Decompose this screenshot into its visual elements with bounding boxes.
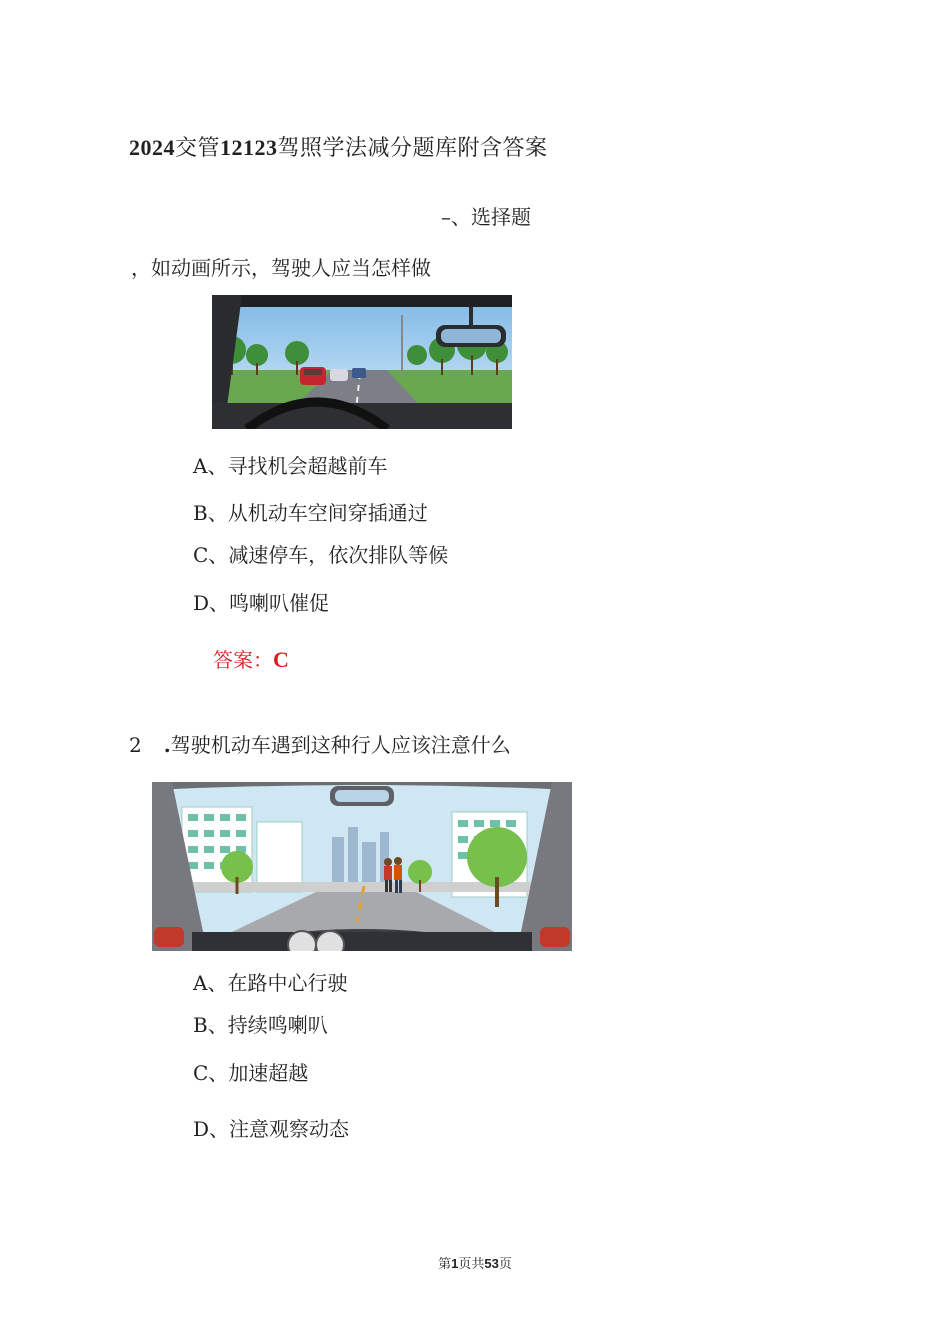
document-title [129,131,548,162]
q2-option-c-label: C、 [193,1061,229,1085]
q1-option-a [193,450,387,479]
footer-pre: 第 [438,1257,452,1272]
q1-option-c-label: C、 [193,543,229,567]
q2-option-d [193,1113,349,1142]
page-footer [0,1253,950,1272]
q2-option-a [193,967,347,996]
car-interior-city-pedestrians-image [152,782,572,951]
q2-option-d-text: 注意观察动态 [229,1117,350,1141]
title-rest: 驾照学法减分题库附含答案 [277,136,548,161]
q2-option-c [193,1057,308,1086]
question-1 [131,252,431,281]
q1-option-c [193,539,448,568]
q2-option-b [193,1009,328,1038]
q1-option-b [193,497,428,526]
title-year: 2024 [129,135,175,160]
title-mid: 交管 [175,136,221,161]
q1-option-d [193,587,329,616]
q1-option-b-label: B、 [193,501,228,525]
footer-page: 1 [451,1256,459,1271]
q1-answer-value: C [273,647,289,672]
footer-post: 页 [498,1257,512,1272]
q2-option-d-label: D、 [193,1117,230,1141]
q1-option-b-text: 从机动车空间穿插通过 [227,501,428,525]
section-heading: –、选择题 [441,205,531,229]
question-1-text: 如动画所示，驾驶人应当怎样做 [151,256,431,280]
q1-option-a-label: A、 [193,454,228,478]
q2-option-a-label: A、 [193,971,228,995]
footer-mid: 页共 [458,1257,485,1272]
q1-option-d-label: D、 [193,591,230,615]
title-number: 12123 [220,135,278,160]
q2-option-b-text: 持续鸣喇叭 [227,1013,328,1037]
q1-answer [213,644,289,673]
q1-option-c-text: 减速停车，依次排队等候 [228,543,449,567]
question-2 [129,729,511,758]
question-1-prefix: ， [131,256,151,280]
q2-option-c-text: 加速超越 [228,1061,309,1085]
q2-option-a-text: 在路中心行驶 [227,971,348,995]
question-2-prefix: . [163,733,171,757]
q1-option-a-text: 寻找机会超越前车 [227,454,388,478]
q2-option-b-label: B、 [193,1013,228,1037]
q1-answer-label: 答案： [213,648,273,672]
q1-option-d-text: 鸣喇叭催促 [229,591,330,615]
car-interior-highway-traffic-image [212,295,512,429]
question-2-text: 驾驶机动车遇到这种行人应该注意什么 [170,733,511,757]
footer-total: 53 [484,1256,499,1271]
question-2-number: 2 [129,733,142,757]
